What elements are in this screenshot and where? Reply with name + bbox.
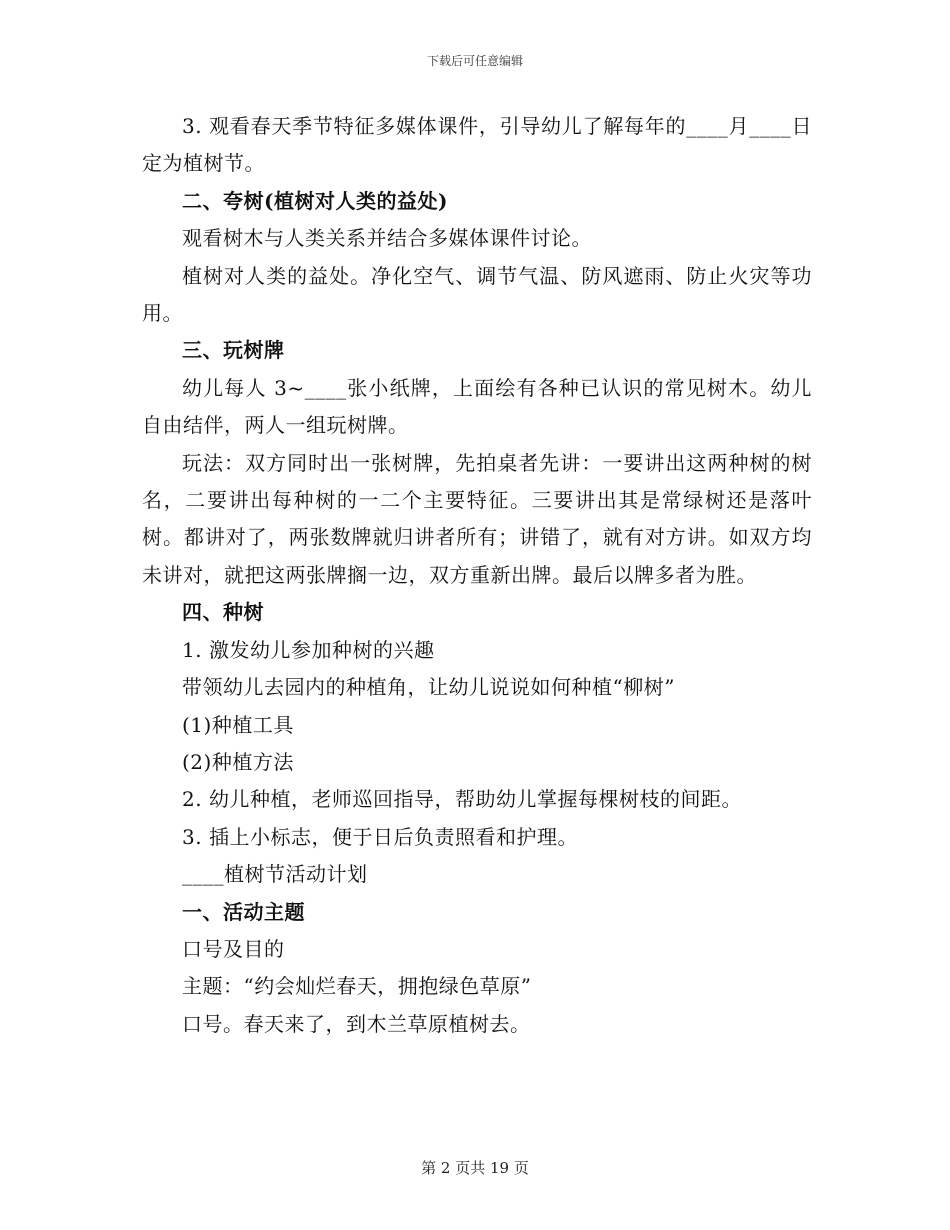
page-header: 下载后可任意编辑: [426, 54, 523, 68]
section-heading-plant-trees: 四、种树: [182, 600, 264, 625]
list-item-planting: 2. 幼儿种植，老师巡回指导，帮助幼儿掌握每棵树枝的间距。: [182, 787, 742, 812]
section-heading-activity-theme: 一、活动主题: [182, 899, 305, 924]
paragraph-planting-corner: 带领幼儿去园内的种植角，让幼儿说说如何种植“柳树”: [182, 675, 675, 700]
section-heading-tree-cards: 三、玩树牌: [182, 338, 285, 363]
paragraph-observe-spring: 3. 观看春天季节特征多媒体课件，引导幼儿了解每年的____月____日定为植树节。: [142, 114, 812, 176]
paragraph-game-rules: 玩法：双方同时出一张树牌，先拍桌者先讲：一要讲出这两种树的树名，二要讲出每种树的一二个主要特征。三要讲出其是常绿树还是落叶树。都讲对了，两张数牌就归讲者所有；讲错了，就有对方讲。如双方均未讲对，就把这两张牌搁一边，双方重新出牌。最后以牌多者为胜。: [142, 450, 812, 587]
section-heading-praise-trees: 二、夸树(植树对人类的益处): [182, 188, 448, 213]
document-body: [142, 108, 812, 1043]
paragraph-slogan: 口号。春天来了，到木兰草原植树去。: [182, 1011, 531, 1036]
paragraph-benefits: 植树对人类的益处。净化空气、调节气温、防风遮雨、防止火灾等功用。: [142, 263, 812, 326]
list-item-methods: (2)种植方法: [182, 749, 294, 774]
plan-title: ____植树节活动计划: [182, 862, 368, 887]
paragraph-discussion: 观看树木与人类关系并结合多媒体课件讨论。: [182, 226, 592, 251]
paragraph-cards-intro: 幼儿每人 3~____张小纸牌，上面绘有各种已认识的常见树木。幼儿自由结伴，两人一组玩树牌。: [142, 375, 812, 438]
paragraph-slogan-purpose: 口号及目的: [182, 936, 285, 961]
paragraph-theme: 主题：“约会灿烂春天，拥抱绿色草原”: [182, 974, 532, 999]
list-item-tools: (1)种植工具: [182, 712, 294, 737]
page-footer: 第 2 页共 19 页: [421, 1159, 529, 1177]
list-item-markers: 3. 插上小标志，便于日后负责照看和护理。: [182, 824, 578, 849]
list-item-interest: 1. 激发幼儿参加种树的兴趣: [182, 637, 435, 662]
